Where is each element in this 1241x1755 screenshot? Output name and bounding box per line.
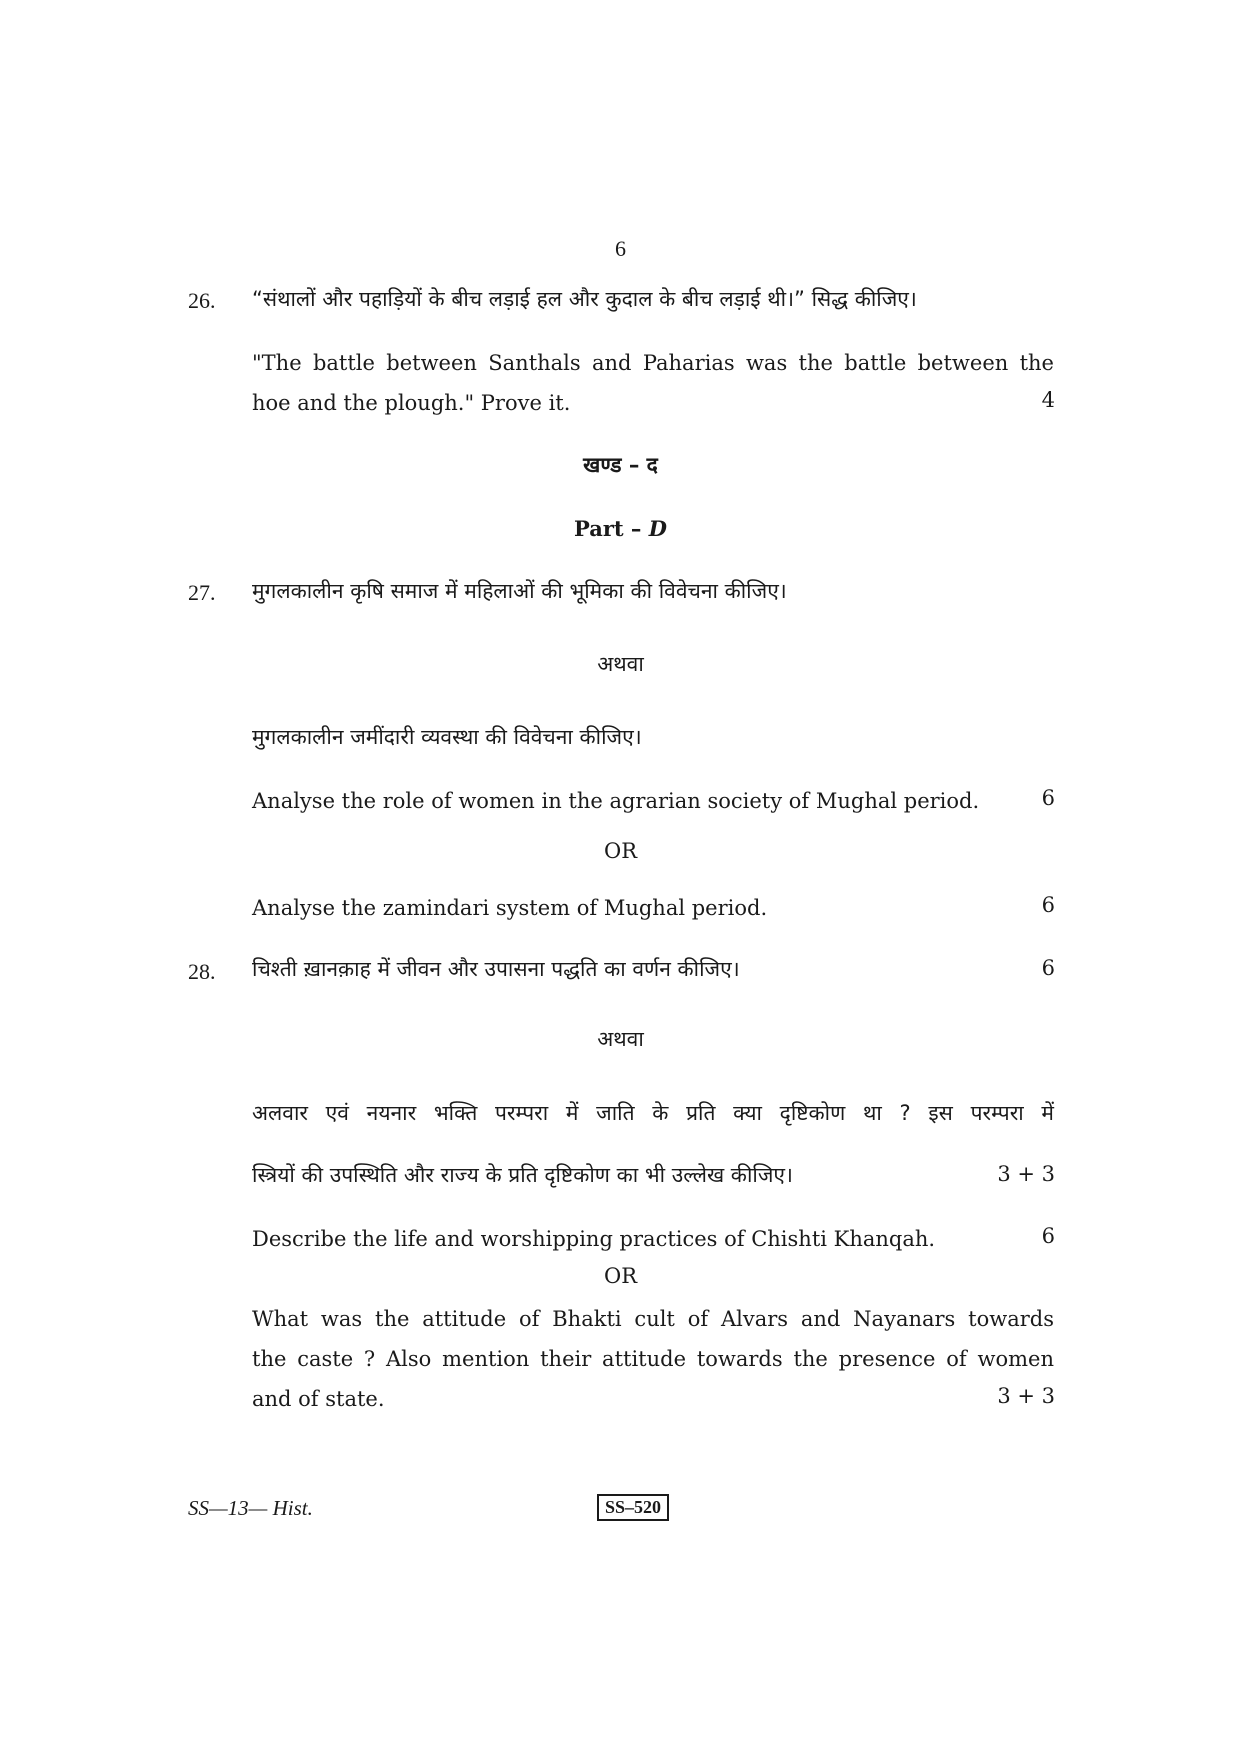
q28-english-q2-line1: What was the attitude of Bhakti cult of Alvars and Nayanars towards [252, 1307, 1054, 1331]
q28-hindi-q1: चिश्ती ख़ानक़ाह में जीवन और उपासना पद्धति का वर्णन कीजिए। [252, 957, 740, 981]
q26-english-line1: "The battle between Santhals and Paharias was the battle between the [252, 351, 1054, 375]
q28-english-q2-line3: and of state. [252, 1387, 385, 1411]
q26-hindi: “संथालों और पहाड़ियों के बीच लड़ाई हल और कुदाल के बीच लड़ाई थी।” सिद्ध कीजिए। [252, 287, 917, 311]
section-heading-hindi: खण्ड – द [583, 453, 658, 477]
section-heading-english [0, 516, 1241, 541]
q27-english-or: OR [603, 839, 638, 863]
section-prefix: Part – [574, 516, 642, 541]
q28-english-q2-line2: the caste ? Also mention their attitude towards the presence of women [252, 1347, 1054, 1371]
q27-hindi-q2: मुगलकालीन जमींदारी व्यवस्था की विवेचना कीजिए। [252, 725, 642, 749]
q27-english-q2-marks: 6 [1041, 893, 1055, 917]
q28-english-q2-marks: 3 + 3 [997, 1384, 1055, 1408]
q26-marks: 4 [1041, 388, 1055, 412]
q28-hindi-or: अथवा [597, 1027, 644, 1051]
question-number-28: 28. [188, 959, 216, 984]
q28-english-or: OR [603, 1264, 638, 1288]
q28-hindi-q1-marks: 6 [1041, 956, 1055, 980]
q28-hindi-q2-line1: अलवार एवं नयनार भक्ति परम्परा में जाति के प्रति क्या दृष्टिकोण था ? इस परम्परा में [252, 1101, 1054, 1125]
q28-english-q1: Describe the life and worshipping practices of Chishti Khanqah. [252, 1227, 936, 1251]
footer-booklet-code: SS–520 [597, 1494, 669, 1521]
question-number-26: 26. [188, 288, 216, 313]
q26-english-line2: hoe and the plough." Prove it. [252, 391, 571, 415]
q28-hindi-q2-line2: स्त्रियों की उपस्थिति और राज्य के प्रति दृष्टिकोण का भी उल्लेख कीजिए। [252, 1163, 793, 1187]
q27-english-q1: Analyse the role of women in the agrarian society of Mughal period. [252, 789, 980, 813]
question-number-27: 27. [188, 580, 216, 605]
q27-hindi-q1: मुगलकालीन कृषि समाज में महिलाओं की भूमिका की विवेचना कीजिए। [252, 579, 787, 603]
page-number: 6 [615, 236, 626, 261]
footer-paper-code: SS—13— Hist. [188, 1496, 313, 1520]
q27-english-q2: Analyse the zamindari system of Mughal period. [252, 896, 768, 920]
q28-hindi-q2-marks: 3 + 3 [997, 1162, 1055, 1186]
section-letter: D [648, 516, 667, 541]
q27-hindi-or: अथवा [597, 652, 644, 676]
q27-english-q1-marks: 6 [1041, 786, 1055, 810]
q28-english-q1-marks: 6 [1041, 1224, 1055, 1248]
